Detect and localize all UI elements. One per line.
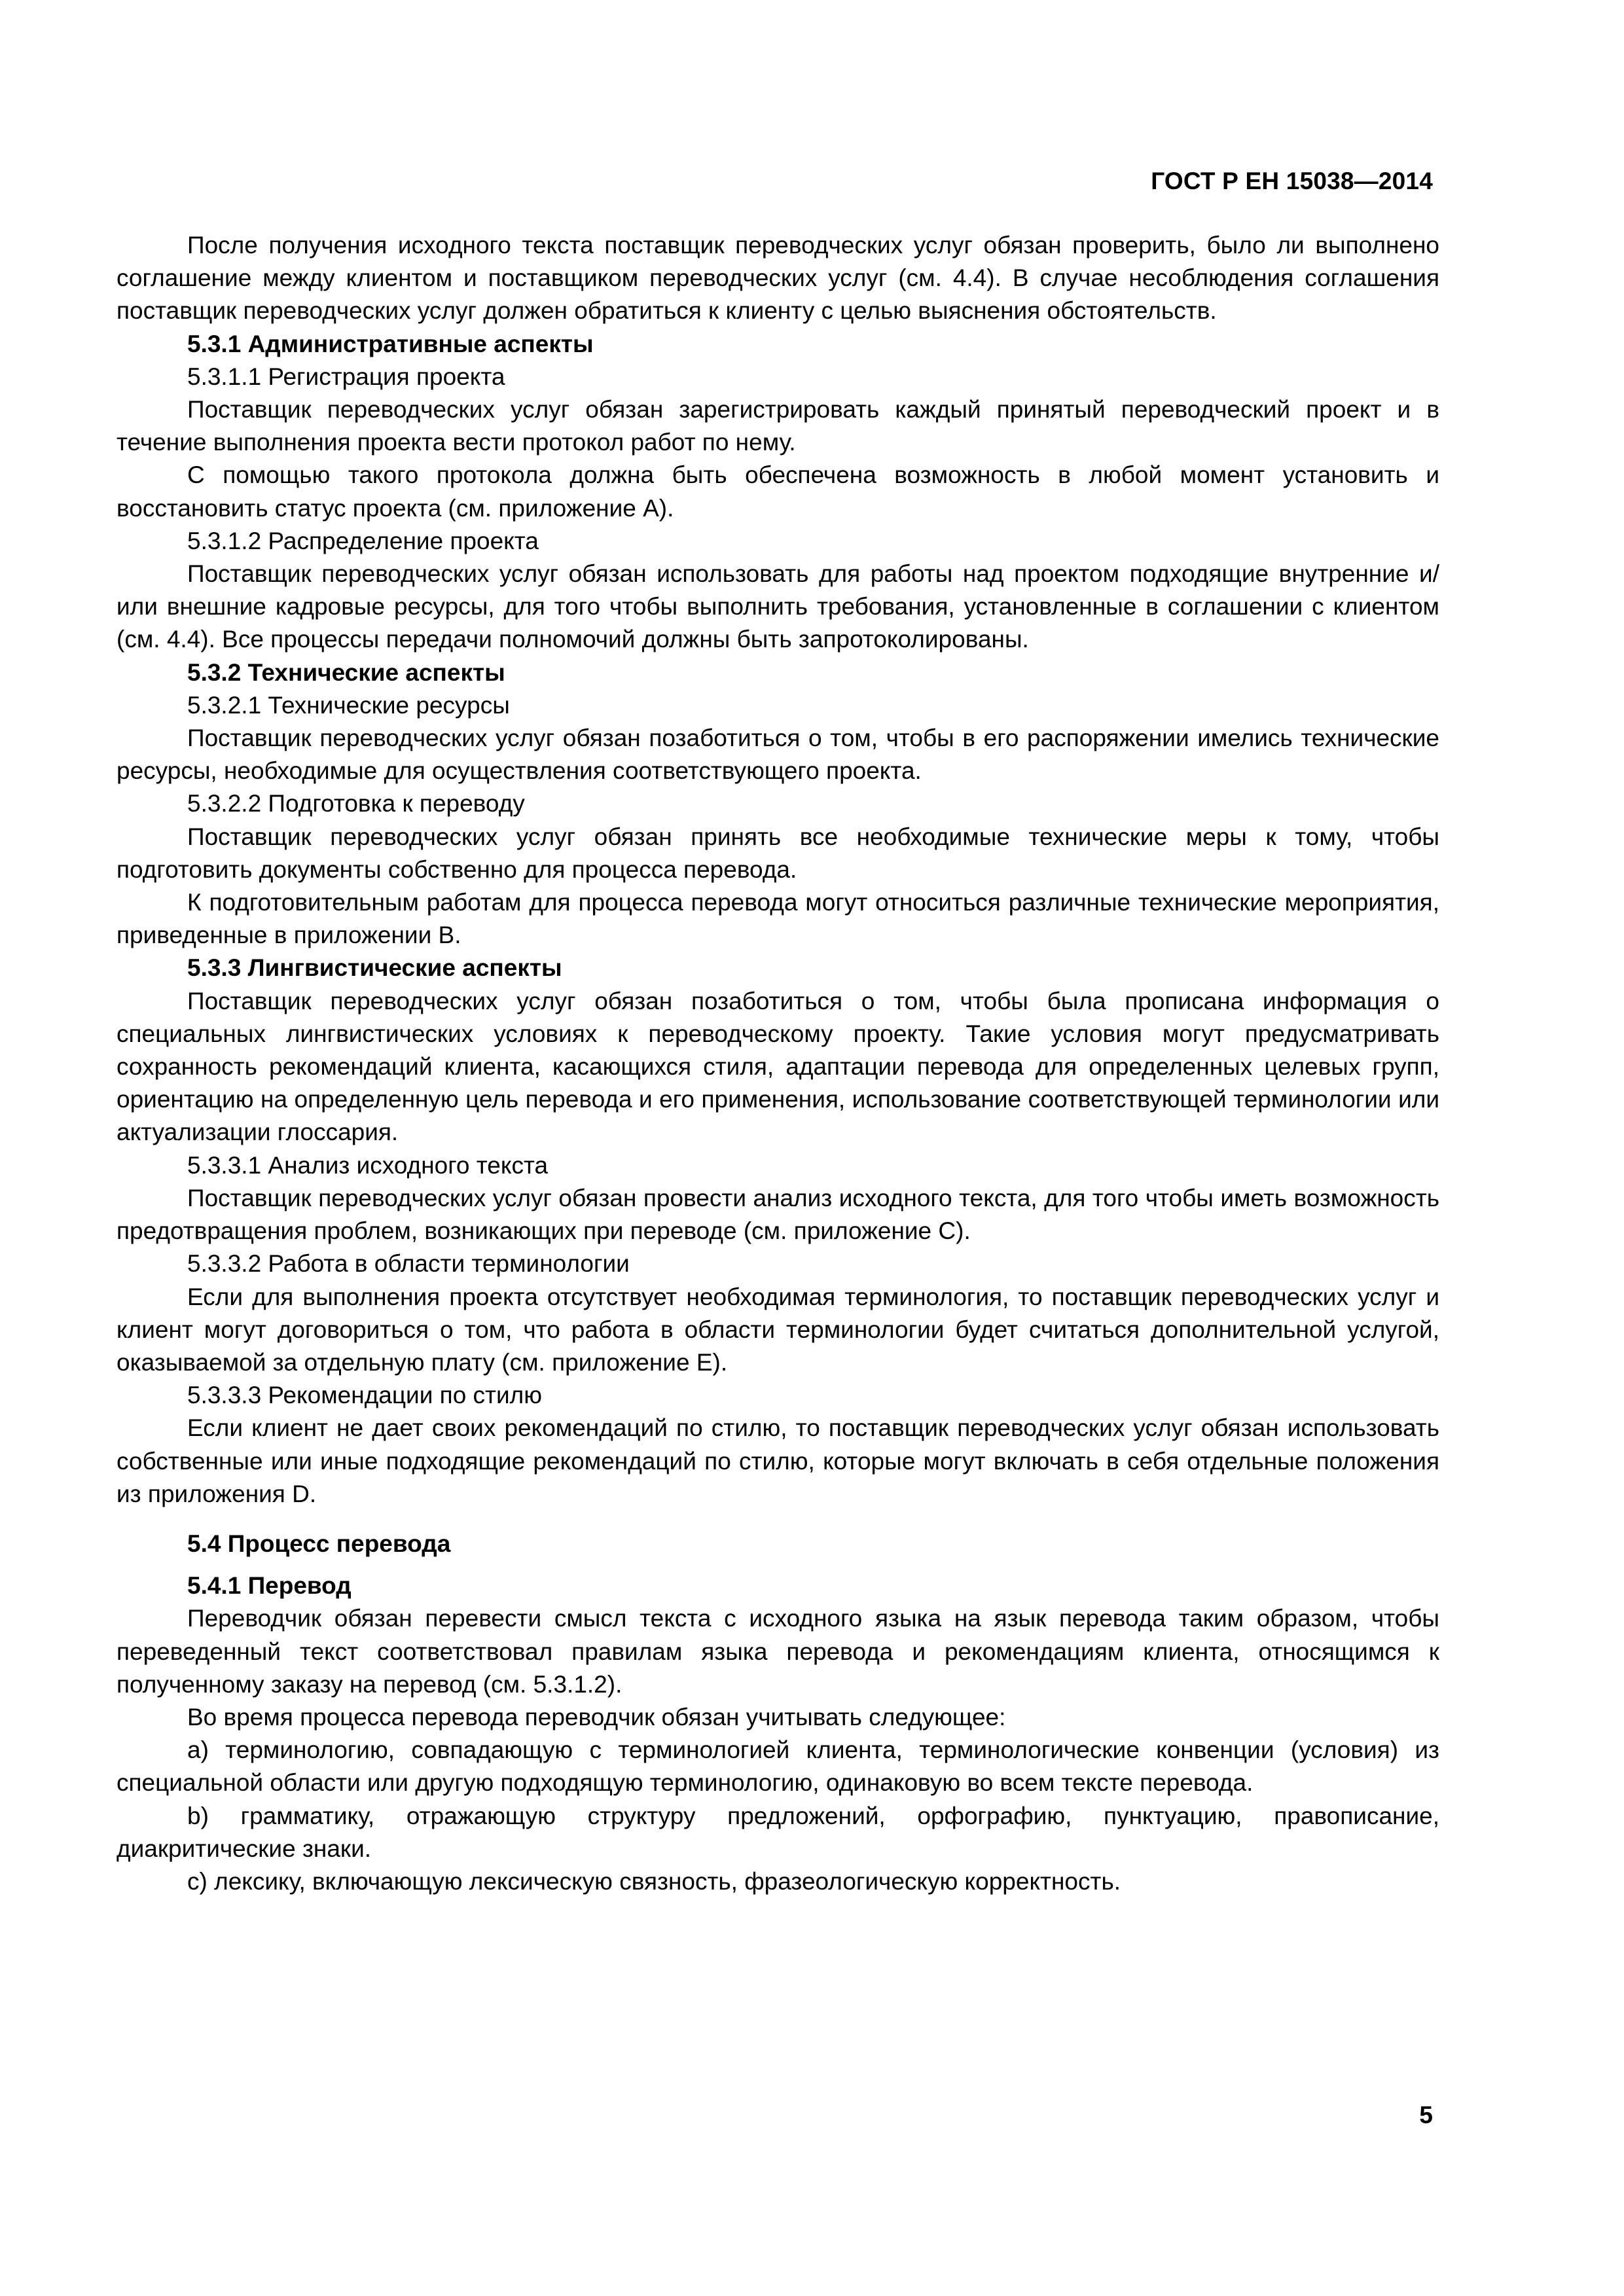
section-heading: 5.3.1 Административные аспекты	[187, 330, 594, 357]
paragraph: Поставщик переводческих услуг обязан позаботиться о том, чтобы была прописана информация о специальных лингвистических условиях к переводческому проекту. Такие условия могут предусматривать сохранность рекомендаций клиента, касающихся стиля, адаптации перевода для определенных целевых групп, ориентацию на определенную цель перевода и его применения, использование соответствующей терминологии или актуализации глоссария.	[117, 987, 1439, 1146]
section-heading: 5.4 Процесс перевода	[187, 1530, 451, 1557]
section-heading: 5.3.2 Технические аспекты	[187, 658, 505, 686]
list-item: b) грамматику, отражающую структуру предложений, орфографию, пунктуацию, правописание, диакритические знаки.	[117, 1802, 1439, 1862]
page-body	[117, 229, 1439, 1898]
subsection-title: 5.3.1.1 Регистрация проекта	[187, 363, 505, 390]
paragraph: Во время процесса перевода переводчик обязан учитывать следующее:	[187, 1703, 1006, 1731]
standard-header: ГОСТ Р ЕН 15038—2014	[1151, 168, 1433, 194]
paragraph: Если для выполнения проекта отсутствует необходимая терминология, то поставщик переводческих услуг и клиент могут договориться о том, что работа в области терминологии будет считаться дополнительной услугой, оказываемой за отдельную плату (см. приложение Е).	[117, 1283, 1439, 1376]
paragraph: После получения исходного текста поставщик переводческих услуг обязан проверить, было ли выполнено соглашение между клиентом и поставщиком переводческих услуг (см. 4.4). В случае несоблюдения соглашения поставщик переводческих услуг должен обратиться к клиенту с целью выяснения обстоятельств.	[117, 232, 1439, 325]
paragraph: Поставщик переводческих услуг обязан использовать для работы над проектом подходящие внутренние и/или внешние кадровые ресурсы, для того чтобы выполнить требования, установленные в соглашении с клиентом (см. 4.4). Все процессы передачи полномочий должны быть запротоколированы.	[117, 560, 1439, 653]
paragraph: К подготовительным работам для процесса перевода могут относиться различные технические мероприятия, приведенные в приложении В.	[117, 889, 1439, 949]
subsection-title: 5.3.3.3 Рекомендации по стилю	[187, 1382, 543, 1409]
subsection-title: 5.3.3.1 Анализ исходного текста	[187, 1151, 549, 1179]
paragraph: Поставщик переводческих услуг обязан зарегистрировать каждый принятый переводческий проект и в течение выполнения проекта вести протокол работ по нему.	[117, 396, 1439, 456]
paragraph: Поставщик переводческих услуг обязан провести анализ исходного текста, для того чтобы иметь возможность предотвращения проблем, возникающих при переводе (см. приложение С).	[117, 1184, 1439, 1245]
page-number: 5	[1419, 2102, 1433, 2128]
section-heading: 5.4.1 Перевод	[187, 1572, 352, 1600]
paragraph: С помощью такого протокола должна быть обеспечена возможность в любой момент установить и восстановить статус проекта (см. приложение А).	[117, 461, 1439, 522]
list-item: c) лексику, включающую лексическую связность, фразеологическую корректность.	[187, 1867, 1121, 1895]
list-item: a) терминологию, совпадающую с терминологией клиента, терминологические конвенции (условия) из специальной области или другую подходящую терминологию, одинаковую во всем тексте перевода.	[117, 1736, 1439, 1797]
paragraph: Если клиент не дает своих рекомендаций по стилю, то поставщик переводческих услуг обязан использовать собственные или иные подходящие рекомендаций по стилю, которые могут включать в себя отдельные положения из приложения D.	[117, 1414, 1439, 1507]
subsection-title: 5.3.2.2 Подготовка к переводу	[187, 790, 525, 817]
paragraph: Переводчик обязан перевести смысл текста с исходного языка на язык перевода таким образом, чтобы переведенный текст соответствовал правилам языка перевода и рекомендациям клиента, относящимся к полученному заказу на перевод (см. 5.3.1.2).	[117, 1605, 1439, 1698]
paragraph: Поставщик переводческих услуг обязан позаботиться о том, чтобы в его распоряжении имелись технические ресурсы, необходимые для осуществления соответствующего проекта.	[117, 725, 1439, 785]
subsection-title: 5.3.2.1 Технические ресурсы	[187, 691, 510, 719]
section-heading: 5.3.3 Лингвистические аспекты	[187, 954, 562, 982]
subsection-title: 5.3.1.2 Распределение проекта	[187, 527, 539, 554]
paragraph: Поставщик переводческих услуг обязан принять все необходимые технические меры к тому, чтобы подготовить документы собственно для процесса перевода.	[117, 823, 1439, 883]
subsection-title: 5.3.3.2 Работа в области терминологии	[187, 1250, 630, 1278]
